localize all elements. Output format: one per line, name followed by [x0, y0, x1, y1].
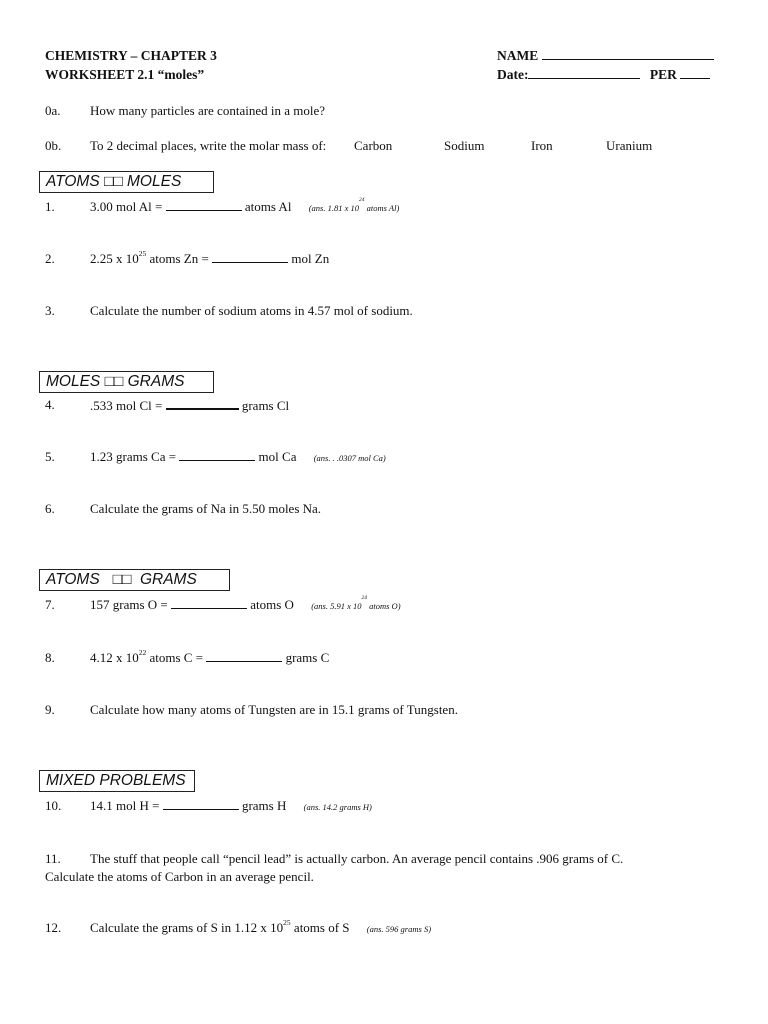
worksheet-title: CHEMISTRY – CHAPTER 3: [45, 48, 217, 63]
answer-hint: (ans. 5.91 x $10^{24}$ atoms O): [311, 595, 401, 611]
per-label: PER: [649, 67, 677, 82]
question-2: 2.25 x $10^{25}$ atoms Zn = mol Zn: [90, 249, 330, 266]
section-heading-atoms-grams: ATOMS □□ GRAMS: [39, 569, 230, 591]
question-4: [90, 397, 289, 414]
question-2-unit: mol Zn: [291, 251, 330, 266]
question-5-prompt: 1.23 grams Ca =: [90, 449, 177, 464]
element-sodium: Sodium: [444, 138, 485, 153]
section-heading-moles-grams: MOLES □□ GRAMS: [39, 371, 214, 393]
question-number: 12.: [45, 920, 62, 935]
question-number: 3.: [45, 303, 55, 318]
question-number: 11.: [45, 851, 61, 866]
question-11-line1: The stuff that people call “pencil lead” is actually carbon. An average pencil contains .906 grams of C.: [90, 851, 624, 866]
question-1-prompt: 3.00 mol Al =: [90, 199, 163, 214]
question-1: [90, 199, 399, 215]
question-7-prompt: 157 grams O =: [90, 597, 168, 612]
question-number: 1.: [45, 199, 55, 214]
name-blank[interactable]: [542, 48, 714, 60]
question-7: [90, 597, 401, 613]
answer-blank[interactable]: [166, 199, 242, 211]
question-4-unit: grams Cl: [241, 398, 290, 413]
name-label: NAME: [497, 48, 539, 63]
question-11-line2: Calculate the atoms of Carbon in an average pencil.: [45, 869, 314, 884]
answer-hint: (ans. 596 grams S): [366, 924, 432, 934]
question-number: 10.: [45, 798, 62, 813]
question-number: 2.: [45, 251, 55, 266]
section-heading-atoms-moles: ATOMS □□ MOLES: [39, 171, 214, 193]
answer-hint: (ans. . .0307 mol Ca): [313, 453, 386, 463]
question-number: 4.: [45, 397, 55, 412]
question-7-unit: atoms O: [250, 597, 294, 612]
date-label: Date:: [497, 67, 529, 82]
date-blank[interactable]: [528, 67, 640, 79]
question-number: 9.: [45, 702, 55, 717]
question-3-text: Calculate the number of sodium atoms in 4.57 mol of sodium.: [90, 303, 413, 318]
question-number: 7.: [45, 597, 55, 612]
answer-blank[interactable]: [206, 650, 282, 662]
answer-hint: (ans. 1.81 x $10^{24}$ atoms Al): [308, 197, 400, 213]
question-8: 4.12 x $10^{22}$ atoms C = grams C: [90, 648, 330, 665]
question-number: 0a.: [45, 103, 61, 118]
question-1-unit: atoms Al: [244, 199, 292, 214]
element-carbon: Carbon: [354, 138, 393, 153]
question-9-text: Calculate how many atoms of Tungsten are in 15.1 grams of Tungsten.: [90, 702, 458, 717]
question-5-unit: mol Ca: [258, 449, 297, 464]
question-5: [90, 449, 386, 465]
question-number: 8.: [45, 650, 55, 665]
per-blank[interactable]: [680, 67, 710, 79]
answer-blank[interactable]: [163, 798, 239, 810]
answer-blank[interactable]: [166, 397, 239, 410]
date-field[interactable]: [497, 67, 710, 83]
question-6-text: Calculate the grams of Na in 5.50 moles Na.: [90, 501, 322, 516]
question-10-prompt: 14.1 mol H =: [90, 798, 160, 813]
answer-blank[interactable]: [179, 449, 255, 461]
question-number: 5.: [45, 449, 55, 464]
question-4-prompt: .533 mol Cl =: [90, 398, 163, 413]
question-10-unit: grams H: [241, 798, 287, 813]
element-iron: Iron: [531, 138, 553, 153]
question-0a-text: How many particles are contained in a mole?: [90, 103, 325, 118]
question-0b-text: To 2 decimal places, write the molar mass of:: [90, 138, 327, 153]
question-8-unit: grams C: [285, 650, 330, 665]
question-10: [90, 798, 372, 814]
question-12: Calculate the grams of S in 1.12 x $10^{25}$ atoms of S (ans. 596 grams S): [90, 918, 432, 935]
section-heading-mixed-problems: MIXED PROBLEMS: [39, 770, 195, 792]
worksheet-subtitle: WORKSHEET 2.1 “moles”: [45, 67, 205, 82]
question-number: 6.: [45, 501, 55, 516]
element-uranium: Uranium: [606, 138, 653, 153]
name-field[interactable]: [497, 48, 714, 64]
answer-blank[interactable]: [171, 597, 247, 609]
answer-blank[interactable]: [212, 251, 288, 263]
question-number: 0b.: [45, 138, 62, 153]
answer-hint: (ans. 14.2 grams H): [303, 802, 372, 812]
